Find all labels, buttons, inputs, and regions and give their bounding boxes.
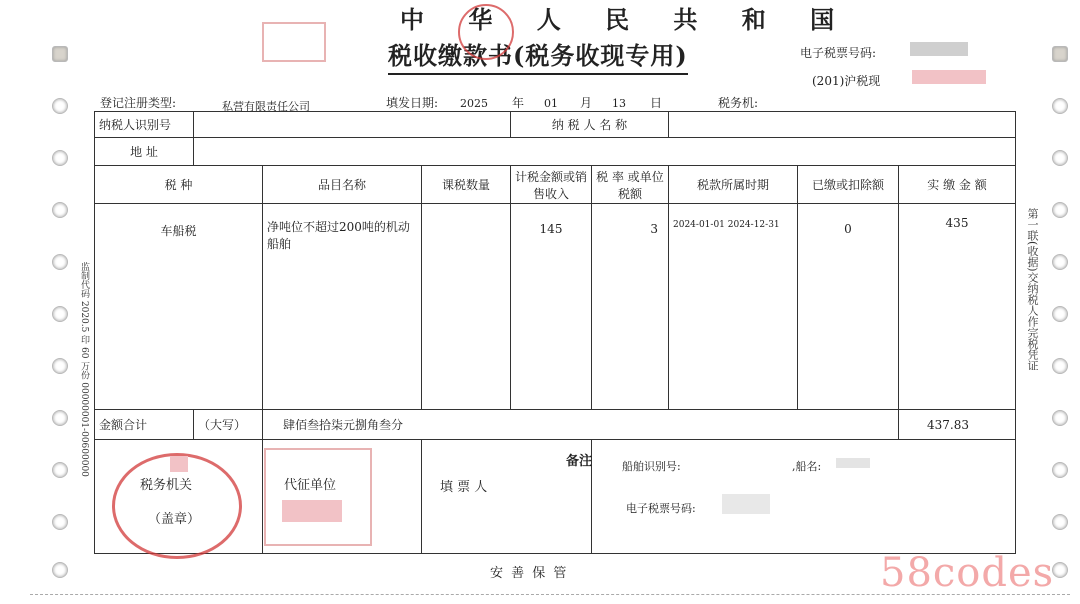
perforation-hole bbox=[52, 562, 68, 578]
redacted-block bbox=[170, 456, 188, 472]
perforation-hole bbox=[52, 202, 68, 218]
document-title: 税收缴款书(税务收现专用) bbox=[388, 36, 688, 75]
e-ticket-label-bottom: 电子税票号码: bbox=[626, 502, 696, 515]
ship-name-label: ,船名: bbox=[792, 460, 822, 473]
col-taxable-qty: 课税数量 bbox=[422, 166, 511, 204]
redacted-block bbox=[722, 494, 770, 514]
address-value bbox=[194, 138, 1016, 166]
perforation-hole bbox=[1052, 514, 1068, 530]
cell-rate: 3 bbox=[592, 204, 669, 410]
taxpayer-id-value bbox=[194, 112, 511, 138]
address-label: 地 址 bbox=[95, 138, 194, 166]
issue-day: 13 bbox=[612, 97, 626, 110]
header-seal bbox=[458, 4, 514, 60]
redacted-block bbox=[282, 500, 342, 522]
print-note: 监制代码 2020.5 印 60 万份 00000001-00600000 bbox=[79, 262, 89, 477]
cell-item-name: 净吨位不超过200吨的机动船舶 bbox=[263, 204, 422, 410]
perforation-hole bbox=[52, 358, 68, 374]
ship-id-label: 船舶识别号: bbox=[622, 460, 681, 473]
seal-label: （盖章） bbox=[148, 512, 201, 527]
total-value: 437.83 bbox=[899, 410, 1016, 440]
e-ticket-label: 电子税票号码: bbox=[800, 46, 877, 60]
filler-label: 填 票 人 bbox=[440, 480, 488, 495]
taxpayer-id-label: 纳税人识别号 bbox=[95, 112, 194, 138]
col-paid-deducted: 已缴或扣除额 bbox=[798, 166, 899, 204]
perforation-hole bbox=[1052, 46, 1068, 62]
perforation-hole bbox=[52, 306, 68, 322]
perforation-hole bbox=[52, 150, 68, 166]
tax-authority-label: 税务机: bbox=[718, 96, 759, 110]
agent-stamp bbox=[264, 448, 372, 546]
perforation-hole bbox=[52, 98, 68, 114]
perforation-hole bbox=[52, 514, 68, 530]
cell-period: 2024-01-01 2024-12-31 bbox=[669, 204, 798, 410]
remark-label: 备注 bbox=[566, 454, 593, 469]
col-actual-paid: 实 缴 金 额 bbox=[899, 166, 1016, 204]
tax-authority-label: 税务机关 bbox=[140, 478, 193, 493]
total-upper-value: 肆佰叁拾柒元捌角叁分 bbox=[263, 410, 899, 440]
issue-year: 2025 bbox=[460, 97, 488, 110]
perforation-hole bbox=[1052, 306, 1068, 322]
col-tax-type: 税 种 bbox=[95, 166, 263, 204]
col-taxable-amount: 计税金额或销售收入 bbox=[511, 166, 592, 204]
taxpayer-name-label: 纳 税 人 名 称 bbox=[511, 112, 669, 138]
remark-cell bbox=[592, 440, 1016, 554]
col-period: 税款所属时期 bbox=[669, 166, 798, 204]
cell-taxable-amount: 145 bbox=[511, 204, 592, 410]
redacted-block bbox=[910, 42, 968, 56]
col-item-name: 品目名称 bbox=[263, 166, 422, 204]
perforation-hole bbox=[1052, 410, 1068, 426]
perforation-hole bbox=[52, 46, 68, 62]
month-unit: 月 bbox=[580, 96, 593, 110]
cell-paid-deducted: 0 bbox=[798, 204, 899, 410]
perforation-hole bbox=[1052, 254, 1068, 270]
day-unit: 日 bbox=[650, 96, 663, 110]
perforation-hole bbox=[52, 462, 68, 478]
redacted-block bbox=[912, 70, 986, 84]
taxpayer-name-value bbox=[669, 112, 1016, 138]
reg-type-label: 登记注册类型: bbox=[100, 96, 177, 110]
issue-date-label: 填发日期: bbox=[386, 96, 439, 110]
perforation-hole bbox=[1052, 98, 1068, 114]
perforation-hole bbox=[1052, 202, 1068, 218]
perforation-hole bbox=[1052, 358, 1068, 374]
keep-safe-label: 安 善 保 管 bbox=[490, 566, 569, 581]
perforation-hole bbox=[1052, 562, 1068, 578]
cell-tax-type: 车船税 bbox=[95, 204, 263, 410]
perforation-hole bbox=[1052, 150, 1068, 166]
table-row bbox=[95, 204, 1016, 410]
issue-month: 01 bbox=[544, 97, 558, 110]
cell-actual-paid: 435 bbox=[899, 204, 1016, 410]
col-rate: 税 率 或单位税额 bbox=[592, 166, 669, 204]
reg-type-value: 私营有限责任公司 bbox=[222, 100, 310, 113]
perforation-hole bbox=[52, 410, 68, 426]
document-title-top: 中 华 人 民 共 和 国 bbox=[400, 5, 853, 34]
perforation-hole bbox=[52, 254, 68, 270]
total-label: 金额合计 bbox=[95, 410, 194, 440]
redacted-block bbox=[836, 458, 870, 468]
agent-label: 代征单位 bbox=[284, 478, 337, 493]
district-code: (201)沪税现 bbox=[812, 74, 881, 88]
watermark: 58codes bbox=[880, 550, 1055, 596]
copy-note: 第一联(收据)交纳税人作完税凭证 bbox=[1026, 208, 1039, 371]
faint-stamp bbox=[262, 22, 326, 62]
perforation-hole bbox=[1052, 462, 1068, 478]
year-unit: 年 bbox=[512, 96, 525, 110]
total-upper-label: （大写） bbox=[194, 410, 263, 440]
cell-taxable-qty bbox=[422, 204, 511, 410]
